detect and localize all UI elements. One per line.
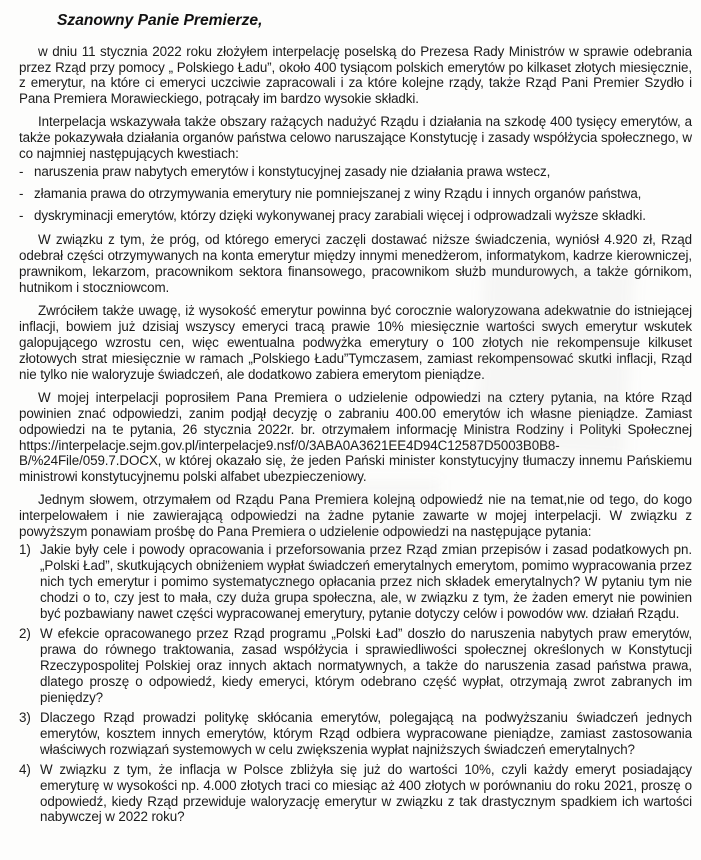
list-item-text: naruszenia praw nabytych emerytów i konstytucyjnej zasady nie działania prawa wstecz, — [34, 164, 551, 180]
question-text: W efekcie opracowanego przez Rząd programu „Polski Ład” doszło do naruszenia nabytych praw emerytów, prawa do równego traktowania, zasad współżycia i sprawiedliwości społecznej określonych w Konstytucji Rzeczypospolitej Polskiej oraz innych aktach normatywnych, a także do naruszenia zasad państwa prawa, dlatego proszę o odpowiedź, kiedy emeryci, którym odebrano część wypłat, otrzymają zwrot zabranych im pieniędzy? — [40, 626, 692, 705]
question-text: Dlaczego Rząd prowadzi politykę skłócania emerytów, polegającą na podwyższaniu świadczeń jednych emerytów, kosztem innych emerytów, którym Rząd odbiera wypracowane pieniądze, zamiast zastosowania właściwych rozwiązań systemowych w celu zwiększenia wypłat najniższych świadczeń emerytalnych? — [40, 709, 692, 757]
question-number: 3) — [19, 709, 31, 725]
list-item — [19, 186, 692, 202]
question-item — [19, 762, 692, 826]
paragraph-odpowiedz-ministra: W mojej interpelacji poprosiłem Pana Premiera o udzielenie odpowiedzi na cztery pytania, na które Rząd powinien znać odpowiedzi, zanim podjął decyzję o zabraniu 400.00 emerytów ich własne pieniądze. Zamiast odpowiedzi na te pytania, 26 stycznia 2022r. br. otrzymałem informację Ministra Rodziny i Polityki Społecznej https://interpelacje.sejm.gov.pl/interpelacje9.nsf/0/3ABA0A3621EE4D94C12587D5003B0B8-B/%24File/059.7.DOCX, w której okazało się, że jeden Pański minister konstytucyjny tłumaczy innemu Pańskiemu ministrowi konstytucyjnemu polski alfabet ubezpieczeniowy. — [19, 389, 692, 485]
dash-marker: - — [19, 208, 24, 224]
salutation: Szanowny Panie Premierze, — [57, 12, 263, 29]
paragraph-interpelacja: Interpelacja wskazywała także obszary rażących nadużyć Rządu i działania na szkodę 400 tysięcy emerytów, a także pokazywała działania organów państwa celowo naruszające Konstytucję i zasady współżycia społecznego, w co najmniej następujących kwestiach: — [19, 114, 692, 162]
list-item-text: złamania prawa do otrzymywania emerytury nie pomniejszanej z winy Rządu i innych organów państwa, — [34, 186, 642, 202]
question-item — [19, 710, 692, 758]
dash-marker: - — [19, 164, 24, 180]
questions-list — [19, 542, 692, 825]
list-item-text: dyskryminacji emerytów, którzy dzięki wykonywanej pracy zarabiali więcej i odprowadzali wyższe składki. — [34, 208, 646, 224]
question-number: 4) — [19, 761, 31, 777]
grievance-list — [19, 164, 692, 224]
list-item — [19, 208, 692, 224]
paragraph-prog: W związku z tym, że próg, od którego emeryci zaczęli dostawać niższe świadczenia, wyniósł 4.920 zł, Rząd odebrał części otrzymywanych na konta emerytur między innymi menedżerom, informatykom, kadrze kierowniczej, prawnikom, lekarzom, pracownikom sektora finansowego, pracownikom służb mundurowych, a także górnikom, hutnikom i stoczniowcom. — [19, 232, 692, 295]
question-item — [19, 542, 692, 622]
question-number: 2) — [19, 626, 31, 641]
question-text: W związku z tym, że inflacja w Polsce zbliżyła się już do wartości 10%, czyli każdy emeryt posiadający emeryturę w wysokości np. 4.000 złotych traci co miesiąc aż 400 złotych w porównaniu do roku 2021, proszę o odpowiedź, kiedy Rząd przewiduje waloryzację emerytur w związku z tak drastycznym spadkiem ich wartości nabywczej w 2022 roku? — [40, 761, 692, 825]
paragraph-podsumowanie: Jednym słowem, otrzymałem od Rządu Pana Premiera kolejną odpowiedź nie na temat,nie od tego, do kogo interpelowałem i nie zawierającą odpowiedzi na żadne pytanie zawarte w mojej interpelacji. W związku z powyższym ponawiam prośbę do Pana Premiera o udzielenie odpowiedzi na następujące pytania: — [19, 492, 692, 540]
paragraph-waloryzacja: Zwróciłem także uwagę, iż wysokość emerytur powinna być corocznie waloryzowana adekwatnie do istniejącej inflacji, bowiem już dzisiaj wszyscy emeryci tracą prawie 10% miesięcznie wartości swych emerytur wskutek galopującego wzrostu cen, więc ewentualna podwyżka emerytury o 100 złotych nie rekompensuje kilkuset złotowych strat miesięcznie w ramach „Polskiego Ładu”Tymczasem, zamiast rekompensować skutki inflacji, Rząd nie tylko nie waloryzuje świadczeń, ale dodatkowo zabiera emerytom pieniądze. — [19, 302, 692, 382]
paragraph-intro: w dniu 11 stycznia 2022 roku złożyłem interpelację poselską do Prezesa Rady Ministrów w sprawie odebrania przez Rząd przy pomocy „ Polskiego Ładu”, około 400 tysiącom polskich emerytów po kilkaset złotych miesięcznie, z emerytur, na które ci emeryci uczciwie zapracowali i za które kolejne rządy, także Rząd Pani Premier Szydło i Pana Premiera Morawieckiego, potrącały im bardzo wysokie składki. — [19, 43, 692, 107]
question-text: Jakie były cele i powody opracowania i przeforsowania przez Rząd zmian przepisów i zasad podatkowych pn. „Polski Ład”, skutkujących obniżeniem wypłat świadczeń emerytalnych emerytom, pomimo wypracowania przez nich tych emerytur i pomimo systematycznego opłacania przez nich składek emerytalnych? W pytaniu tym nie chodzi o to, czy jest to mała, czy duża grupa społeczna, ale, w związku z tym, że żaden emeryt nie powinien być pozbawiany nawet części wypracowanej emerytury, pytanie dotyczy celów i powodów ww. działań Rządu. — [40, 542, 692, 622]
dash-marker: - — [19, 186, 24, 202]
question-number: 1) — [19, 542, 31, 558]
question-item — [19, 626, 692, 706]
list-item — [19, 164, 692, 180]
